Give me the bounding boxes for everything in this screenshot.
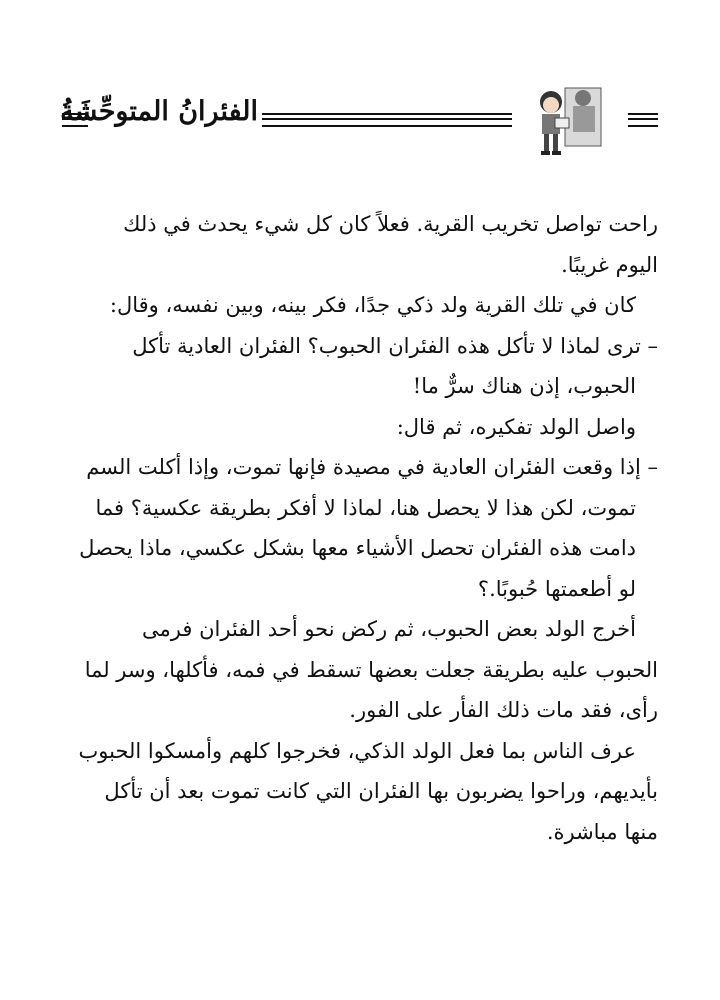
chapter-header (0, 84, 720, 164)
text-line: كان في تلك القرية ولد ذكي جدًا، فكر بينه، وبين نفسه، وقال: (109, 293, 636, 317)
text-line: راحت تواصل تخريب القرية. فعلاً كان كل شيء يحدث في ذلك (123, 212, 658, 236)
decorative-rule-left (62, 113, 88, 127)
story-text (62, 204, 658, 852)
text-line: منها مباشرة. (546, 819, 658, 844)
text-line: الحبوب، إذن هناك سرٌّ ما! (412, 374, 636, 398)
chapter-title: الفئرانُ المتوحِّشَةُ (60, 96, 258, 127)
text-line: أخرج الولد بعض الحبوب، ثم ركض نحو أحد الفئران فرمى (142, 617, 636, 641)
text-line: اليوم غريبًا. (561, 252, 658, 277)
text-line: بأيديهم، وراحوا يضربون بها الفئران التي كانت تموت بعد أن تأكل (104, 779, 658, 803)
text-line: واصل الولد تفكيره، ثم قال: (396, 414, 636, 439)
text-line: لو أطعمتها حُبوبًا.؟ (477, 576, 636, 601)
text-line: الحبوب عليه بطريقة جعلت بعضها تسقط في فمه، فأكلها، وسر لما (84, 657, 658, 682)
text-line: رأى، فقد مات ذلك الفأر على الفور. (349, 698, 658, 722)
text-line: دامت هذه الفئران تحصل الأشياء معها بشكل عكسي، ماذا يحصل (79, 536, 636, 560)
text-line: – إذا وقعت الفئران العادية في مصيدة فإنها تموت، وإذا أكلت السم (86, 455, 658, 479)
text-line: تموت، لكن هذا لا يحصل هنا، لماذا لا أفكر بطريقة عكسية؟ فما (95, 495, 636, 520)
text-line: عرف الناس بما فعل الولد الذكي، فخرجوا كلهم وأمسكوا الحبوب (78, 738, 636, 763)
decorative-rule-right (628, 113, 658, 127)
boy-reading-illustration (525, 84, 615, 160)
decorative-rule-middle (262, 113, 512, 127)
text-line: – ترى لماذا لا تأكل هذه الفئران الحبوب؟ الفئران العادية تأكل (132, 333, 658, 358)
